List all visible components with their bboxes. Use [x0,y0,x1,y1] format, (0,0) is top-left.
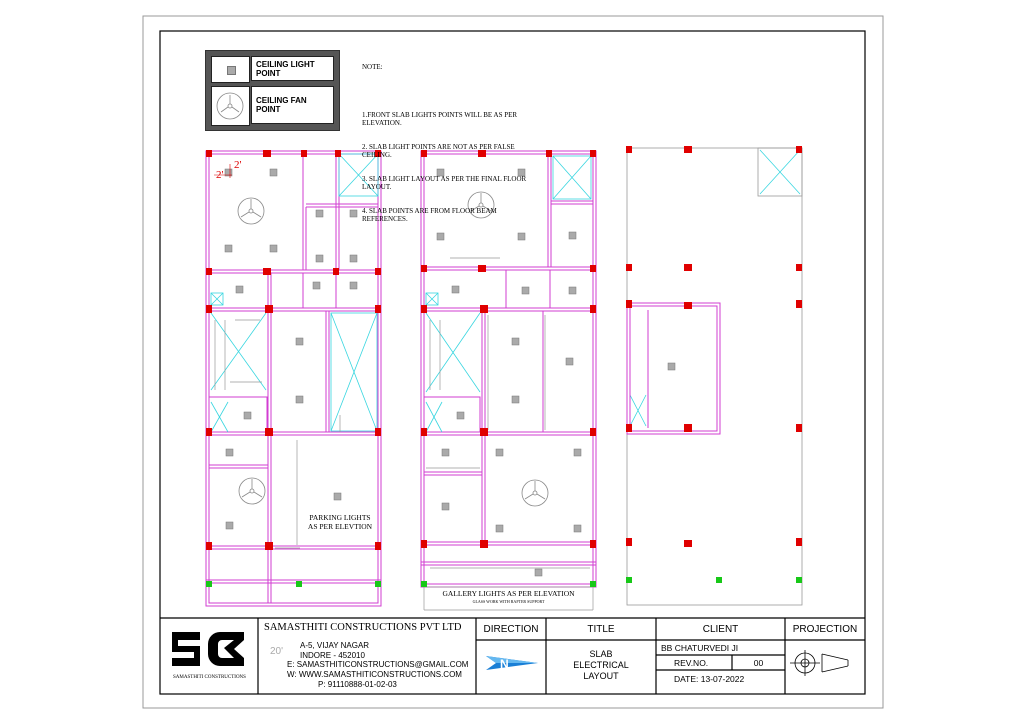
plan-3-green-columns [626,577,802,583]
floor-plan-1 [206,151,381,606]
fan-legend-symbol-cell [211,86,250,126]
scale-text: 20' [270,646,284,657]
north-arrow-icon [486,656,538,670]
fan-legend-label: CEILING FAN POINT [251,86,334,124]
light-legend-label: CEILING LIGHT POINT [251,56,334,81]
company-logo [172,630,244,670]
company-name: SAMASTHITI CONSTRUCTIONS PVT LTD [264,622,462,633]
company-phone: P: 91110888-01-02-03 [318,680,397,689]
plan-1-light-points [225,169,357,529]
revision-number: 00 [753,658,764,668]
address-line-2: INDORE - 452010 [300,651,365,660]
note-line: 2. SLAB LIGHT POINTS ARE NOT AS PER FALSE CEILING. [362,143,517,159]
company-website: W: WWW.SAMASTHITICONSTRUCTIONS.COM [287,670,462,679]
legend [205,50,340,131]
gallery-lights-label: GALLERY LIGHTS AS PER ELEVATION [442,589,575,598]
plan-1-fan-points [238,198,265,504]
glass-work-label: GLASS WORK WITH RAFTER SUPPORT [472,599,545,604]
client-header: CLIENT [702,624,739,635]
projection-symbol-icon [790,650,848,676]
note-line: 1.FRONT SLAB LIGHTS POINTS WILL BE AS PER ELEVATION. [362,111,519,127]
client-name: BB CHATURVEDI JI [661,643,739,653]
plan-2-fan-points [468,192,548,506]
parking-lights-label: PARKING LIGHTS AS PER ELEVTION [307,513,373,531]
dimension-b: 2' [234,159,242,171]
note-line: 3. SLAB LIGHT LAYOUT AS PER THE FINAL FLOOR LAYOUT. [362,175,528,191]
title-header: TITLE [587,624,615,635]
logo-caption: SAMASTHITI CONSTRUCTIONS [173,675,246,680]
light-legend-symbol-cell [211,56,250,83]
note-line: 4. SLAB POINTS ARE FROM FLOOR BEAM REFERENCES. [362,207,499,223]
plan-3-light-points [668,363,675,370]
address-line-1: A-5, VIJAY NAGAR [300,641,370,650]
direction-header: DIRECTION [483,624,539,635]
north-letter: N [500,657,509,671]
ceiling-light-icon [227,66,236,75]
dimension-a: 2' [216,169,224,181]
projection-header: PROJECTION [792,624,858,635]
plan-3-cyan [630,150,800,426]
revision-label: REV.NO. [674,658,709,668]
notes-block [362,47,532,231]
plan-1-green-columns [206,581,381,587]
drawing-date: DATE: 13-07-2022 [674,674,745,684]
floor-plan-3 [627,148,802,605]
plan-3-columns [626,146,802,547]
notes-title: NOTE: [362,63,383,71]
company-email: E: SAMASTHITICONSTRUCTIONS@GMAIL.COM [287,660,469,669]
drawing-title: SLAB ELECTRICAL LAYOUT [573,649,629,681]
ceiling-fan-icon [212,87,249,125]
